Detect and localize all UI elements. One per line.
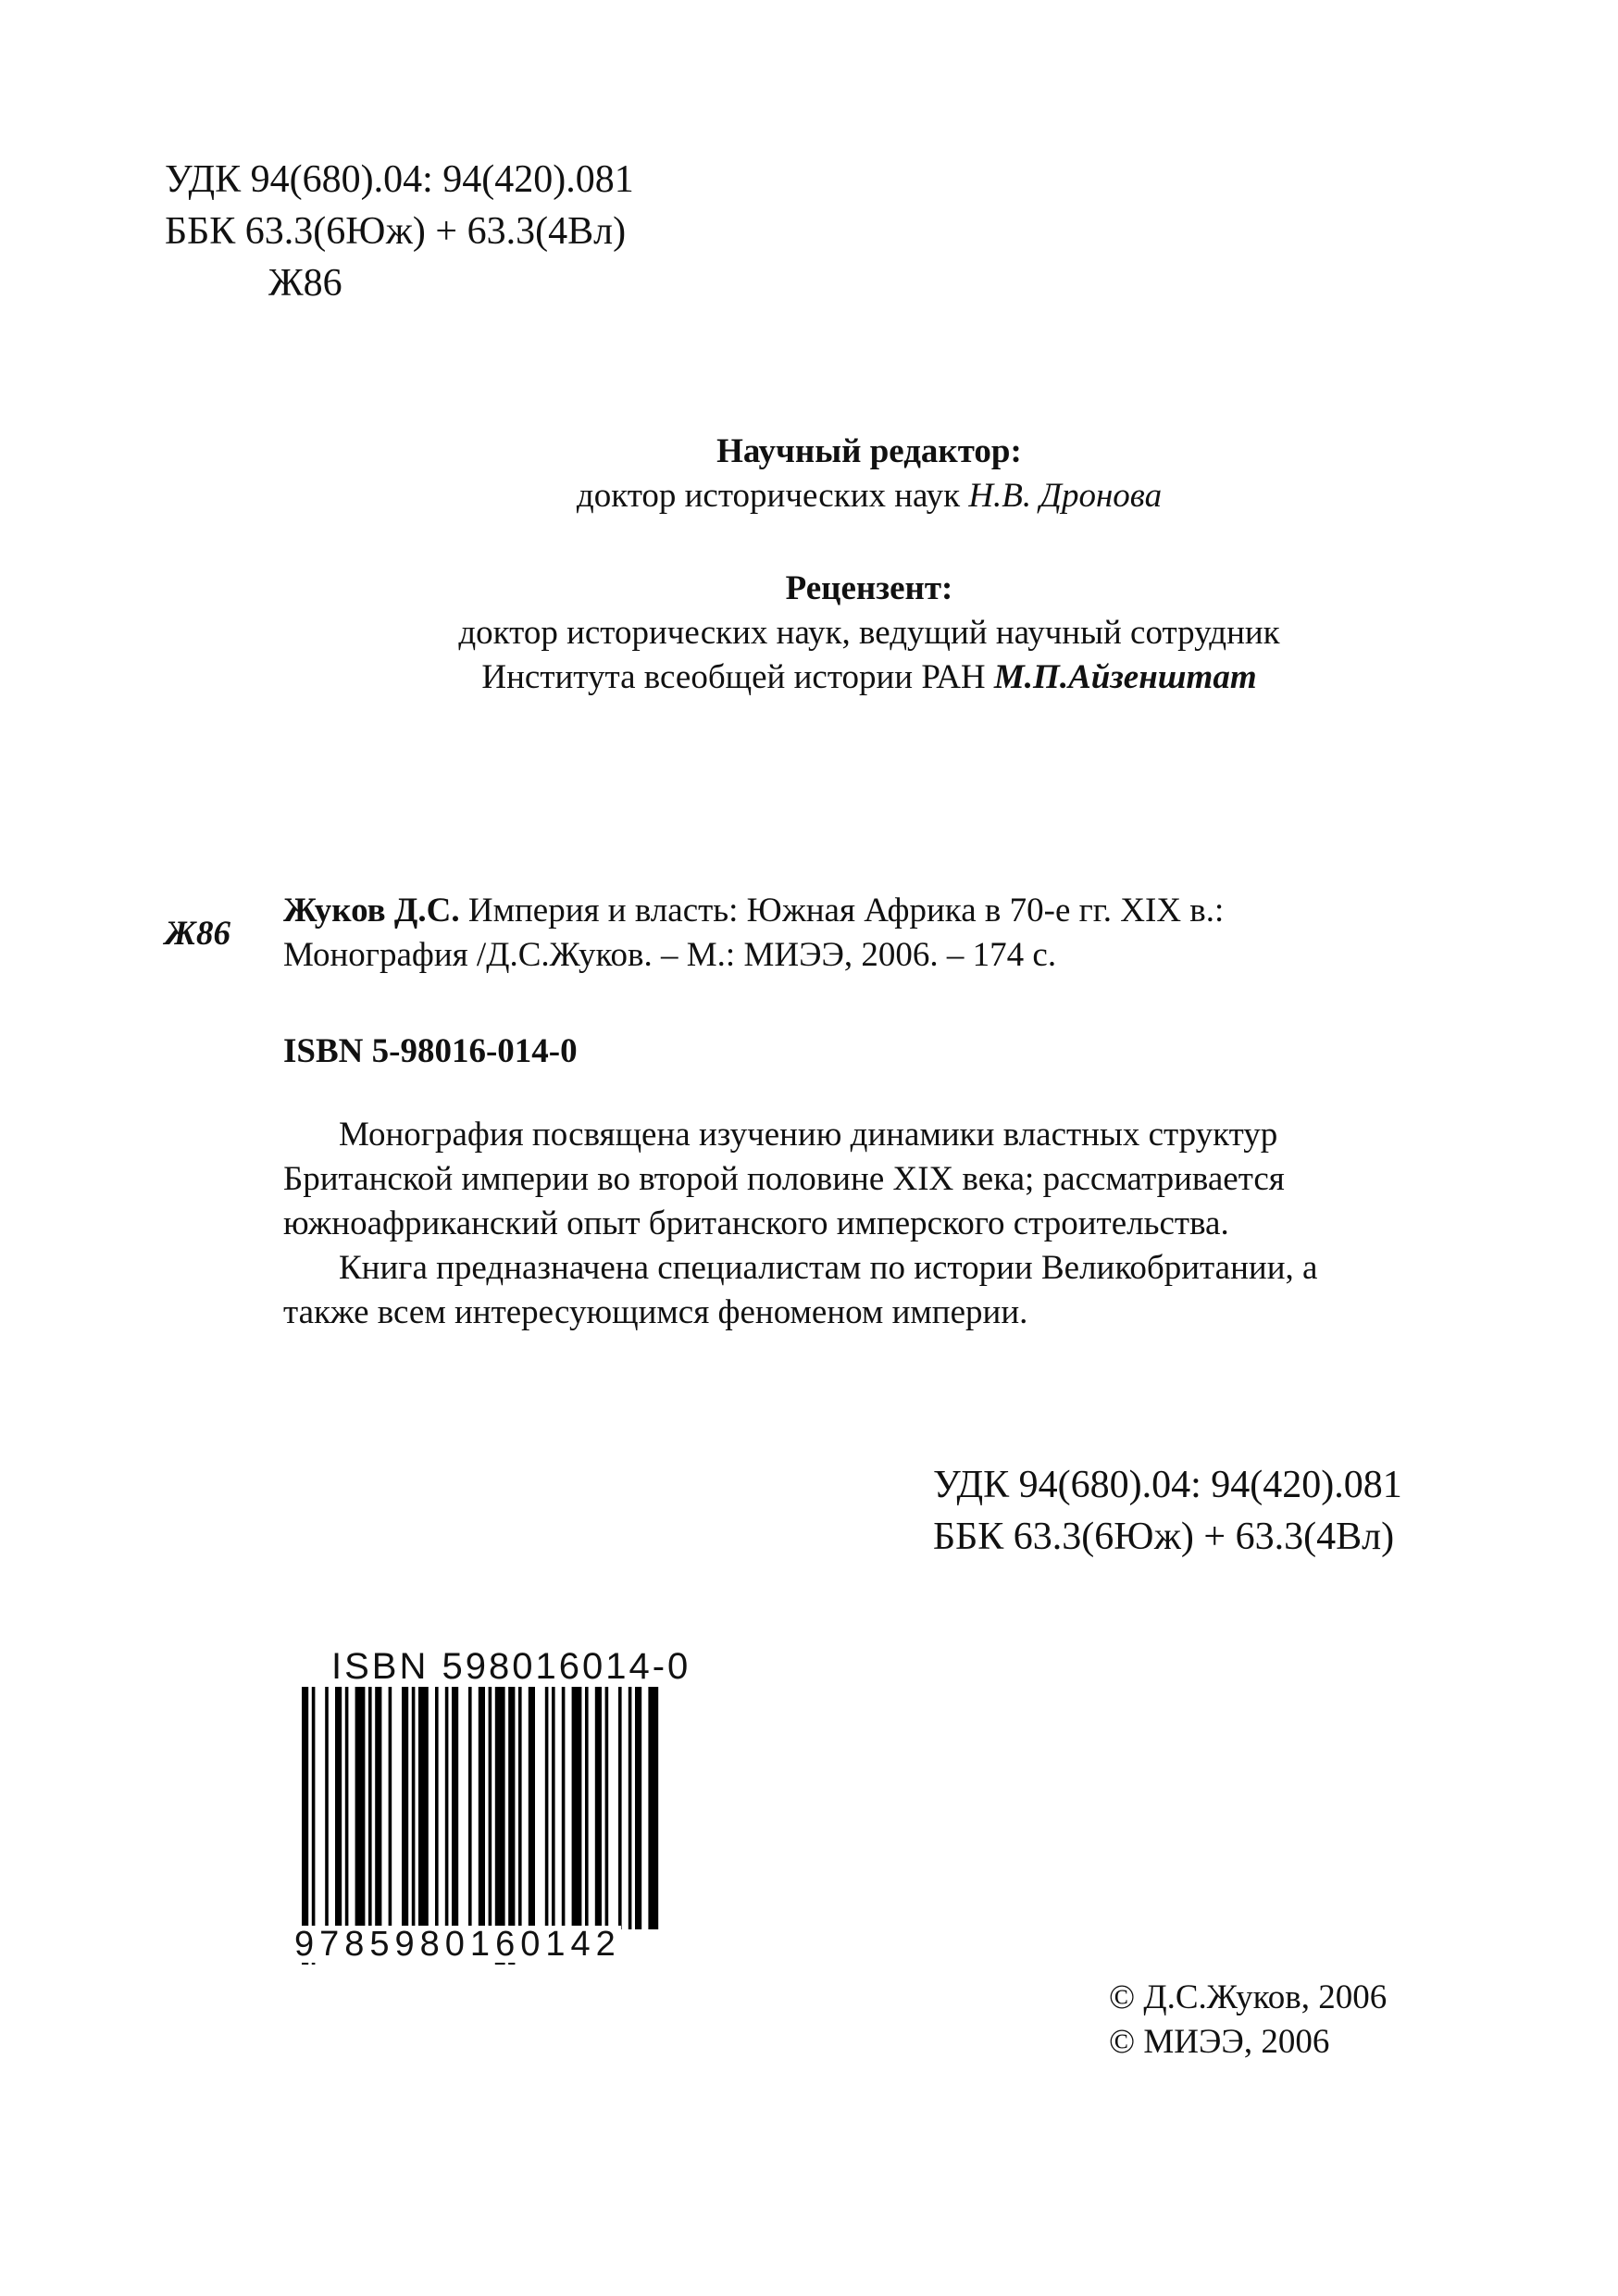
barcode-bar <box>412 1687 416 1929</box>
author-sign: Ж86 <box>268 262 342 305</box>
barcode-bar <box>635 1687 641 1929</box>
barcode-bar <box>355 1687 366 1929</box>
barcode-bar <box>312 1687 316 1965</box>
abstract-p1-line3: южноафриканский опыт британского имперского строительства. <box>283 1204 1229 1242</box>
barcode-bar <box>595 1687 602 1929</box>
biblio-title: Империя и власть: Южная Африка в 70-е гг. XIX в.: <box>459 892 1225 930</box>
barcode-bar <box>629 1687 632 1929</box>
editor-title: доктор исторических наук <box>576 477 969 515</box>
reviewer-heading: Рецензент: <box>785 569 953 607</box>
abstract <box>283 1113 1403 1335</box>
reviewer-line2 <box>0 655 1618 700</box>
isbn-barcode <box>294 1646 691 1968</box>
barcode-bar <box>302 1687 308 1965</box>
barcode-bar <box>508 1687 515 1965</box>
biblio-line1 <box>283 889 1224 933</box>
barcode-bar <box>452 1687 458 1929</box>
barcode-bar <box>545 1687 549 1929</box>
reviewer-block <box>0 567 1618 700</box>
copyright-block <box>1109 1976 1387 2065</box>
udk-code-bottom: УДК 94(680).04: 94(420).081 <box>933 1464 1402 1506</box>
barcode-bar <box>368 1687 372 1929</box>
biblio-side-code: Ж86 <box>165 915 230 953</box>
barcode-bar <box>445 1687 449 1929</box>
barcode-bar <box>489 1687 492 1929</box>
bbk-code-bottom: ББК 63.3(6Юж) + 63.3(4Вл) <box>933 1516 1395 1558</box>
copyright-publisher: © МИЭЭ, 2006 <box>1109 2023 1330 2061</box>
classification-block-bottom <box>933 1459 1402 1563</box>
barcode-isbn-text: ISBN 598016014-0 <box>331 1646 691 1687</box>
isbn-line: ISBN 5-98016-014-0 <box>283 1032 578 1070</box>
biblio-record <box>283 889 1224 978</box>
barcode-bar <box>572 1687 582 1929</box>
barcode-bar <box>585 1687 589 1929</box>
udk-code: УДК 94(680).04: 94(420).081 <box>165 158 634 201</box>
abstract-p2-line1: Книга предназначена специалистам по истории Великобритании, а <box>339 1249 1318 1287</box>
barcode-bar <box>468 1687 472 1929</box>
editor-heading: Научный редактор: <box>716 432 1022 470</box>
barcode-bar <box>335 1687 342 1929</box>
abstract-p1-line2: Британской империи во второй половине XIX века; рассматривается <box>283 1160 1285 1198</box>
barcode-bar <box>529 1687 535 1929</box>
barcode-bar <box>518 1687 522 1929</box>
reviewer-line1: доктор исторических наук, ведущий научный сотрудник <box>458 614 1280 652</box>
editor-name: Н.В. Дронова <box>968 477 1163 515</box>
barcode-bar <box>325 1687 329 1929</box>
barcode-bar <box>479 1687 485 1929</box>
barcode-bar <box>375 1687 381 1929</box>
barcode-bar <box>605 1687 609 1929</box>
biblio-line2: Монография /Д.С.Жуков. – М.: МИЭЭ, 2006. – 174 с. <box>283 936 1057 974</box>
barcode-bar <box>495 1687 505 1965</box>
abstract-p2-line2: также всем интересующимся феноменом империи. <box>283 1293 1028 1331</box>
barcode-bar <box>418 1687 429 1929</box>
bbk-code: ББК 63.3(6Юж) + 63.3(4Вл) <box>165 210 627 253</box>
barcode-bar <box>389 1687 392 1929</box>
copyright-author: © Д.С.Жуков, 2006 <box>1109 1978 1388 2016</box>
reviewer-name: М.П.Айзенштат <box>993 658 1257 696</box>
barcode-bar <box>345 1687 349 1929</box>
barcode-ean-text: 9785980160142 <box>294 1925 621 1964</box>
barcode-bar <box>562 1687 566 1929</box>
barcode-bar <box>648 1687 658 1929</box>
barcode-bar <box>435 1687 439 1929</box>
barcode-bar <box>402 1687 408 1929</box>
editor-line <box>0 474 1618 518</box>
classification-block-top <box>165 154 634 309</box>
reviewer-institution: Института всеобщей истории РАН <box>481 658 994 696</box>
barcode-bar <box>618 1687 622 1929</box>
editor-block <box>0 430 1618 518</box>
barcode-bar <box>552 1687 555 1929</box>
barcode-bars <box>294 1687 665 1965</box>
abstract-p1-line1: Монография посвящена изучению динамики властных структур <box>339 1116 1278 1154</box>
biblio-author: Жуков Д.С. <box>283 892 460 930</box>
